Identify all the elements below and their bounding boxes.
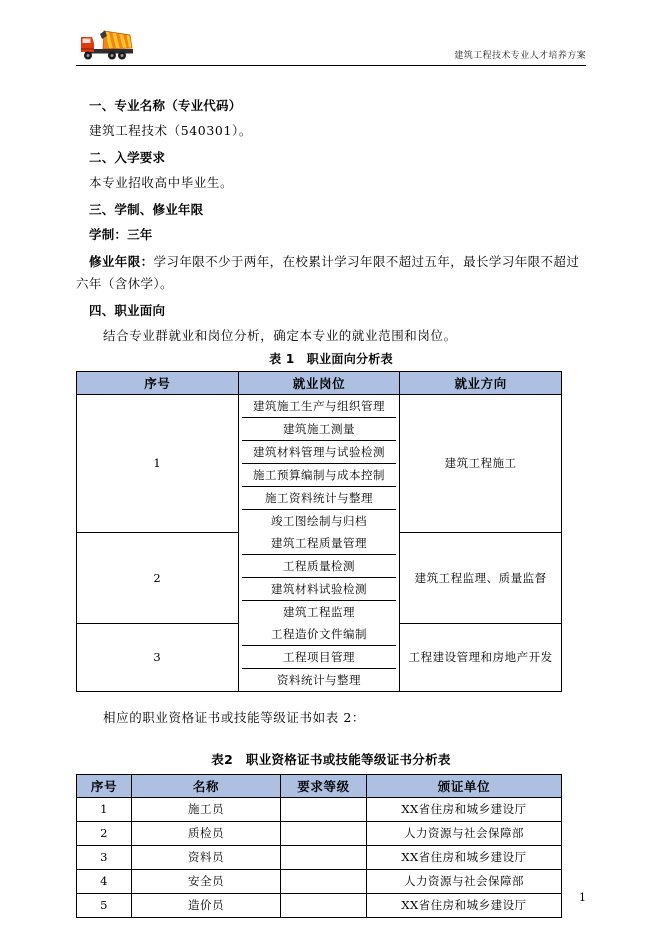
table-2-col-level: 要求等级 [281,775,367,798]
job-position-label: 施工资料统计与整理 [242,487,397,510]
job-position-cell [238,532,400,555]
section-heading-4: 四、职业面向 [89,303,166,318]
table-row [77,894,562,918]
job-position-label: 工程项目管理 [242,646,397,669]
certificate-issuer-cell: XX省住房和城乡建设厅 [367,846,562,870]
job-position-label: 工程造价文件编制 [242,623,397,646]
document-content [76,96,586,918]
certificate-name-cell: 安全员 [132,870,281,894]
header-title: 建筑工程技术专业人才培养方案 [454,51,586,61]
table-row [77,822,562,846]
table-row [77,395,562,419]
group-index-cell: 1 [77,395,239,533]
table-1-col-index: 序号 [77,372,239,395]
study-duration-label: 修业年限： [89,254,154,269]
table-1-caption: 表 1 职业面向分析表 [269,352,393,366]
page-header [76,24,586,66]
job-position-label: 建筑工程质量管理 [242,532,397,555]
job-position-cell [238,601,400,623]
job-position-label: 资料统计与整理 [276,673,361,687]
section-body-2: 本专业招收高中毕业生。 [89,175,234,190]
between-tables-text: 相应的职业资格证书或技能等级证书如表 2： [103,710,366,725]
certificate-issuer-cell: XX省住房和城乡建设厅 [367,798,562,822]
certificate-level-cell [281,798,367,822]
study-duration-text: 学习年限不少于两年，在校累计学习年限不超过五年，最长学习年限不超过 [153,254,580,269]
table-2-col-issuer: 颁证单位 [367,775,562,798]
job-position-label: 竣工图绘制与归档 [270,514,367,528]
employment-direction-cell: 建筑工程施工 [400,395,562,533]
table-1-header [77,372,562,395]
certificate-name-cell: 质检员 [132,822,281,846]
certificate-index-cell: 1 [77,798,132,822]
certificate-name-cell: 施工员 [132,798,281,822]
study-duration-paragraph [76,251,586,295]
table-2-col-index: 序号 [77,775,132,798]
certificate-index-cell: 3 [77,846,132,870]
job-position-cell [238,441,400,464]
occupation-orientation-table [76,371,562,692]
job-position-cell [238,578,400,601]
certificate-level-cell [281,846,367,870]
certificate-issuer-cell: 人力资源与社会保障部 [367,870,562,894]
job-position-label: 建筑材料试验检测 [242,578,397,601]
job-position-cell [238,510,400,532]
header-rule [76,65,586,66]
group-index-cell: 3 [77,623,239,692]
job-position-label: 建筑工程监理 [282,605,355,619]
section-heading-1: 一、专业名称（专业代码） [89,98,242,113]
table-row [77,532,562,555]
employment-direction-cell: 建筑工程监理、质量监督 [400,532,562,623]
certificate-level-cell [281,822,367,846]
table-1-col-direction: 就业方向 [400,372,562,395]
job-position-cell [238,464,400,487]
table-row [77,846,562,870]
table-header-row [77,372,562,395]
group-index-cell: 2 [77,532,239,623]
table-2-header [77,775,562,798]
certificate-issuer-cell: XX省住房和城乡建设厅 [367,894,562,918]
table-2-caption: 表2 职业资格证书或技能等级证书分析表 [211,752,451,767]
table-header-row [77,775,562,798]
cement-mixer-truck-logo [78,26,138,64]
certificate-index-cell: 5 [77,894,132,918]
table-1-col-job: 就业岗位 [238,372,400,395]
table-2-body [77,798,562,918]
certificate-analysis-table [76,774,562,918]
table-1-body [77,395,562,692]
job-position-cell [238,418,400,441]
section-body-1: 建筑工程技术（540301）。 [89,123,252,138]
certificate-index-cell: 4 [77,870,132,894]
job-position-cell [238,669,400,692]
certificate-level-cell [281,894,367,918]
employment-direction-cell: 工程建设管理和房地产开发 [400,623,562,692]
section-body-4: 结合专业群就业和岗位分析，确定本专业的就业范围和岗位。 [103,328,457,343]
job-position-label: 施工预算编制与成本控制 [242,464,397,487]
table-row [77,798,562,822]
job-position-label: 建筑施工测量 [242,418,397,441]
job-position-cell [238,623,400,646]
table-2-col-name: 名称 [132,775,281,798]
certificate-level-cell [281,870,367,894]
study-duration-text-cont: 六年（含休学）。 [76,276,173,291]
table-row [77,870,562,894]
job-position-label: 工程质量检测 [242,555,397,578]
job-position-label: 建筑施工生产与组织管理 [242,395,397,418]
job-position-cell [238,646,400,669]
job-position-cell [238,555,400,578]
section-heading-3: 三、学制、修业年限 [89,202,204,217]
certificate-name-cell: 资料员 [132,846,281,870]
job-position-cell [238,487,400,510]
certificate-issuer-cell: 人力资源与社会保障部 [367,822,562,846]
job-position-cell [238,395,400,419]
certificate-index-cell: 2 [77,822,132,846]
job-position-label: 建筑材料管理与试验检测 [242,441,397,464]
page-number: 1 [579,891,586,904]
section-heading-2: 二、入学要求 [89,150,166,165]
table-row [77,623,562,646]
certificate-name-cell: 造价员 [132,894,281,918]
study-system-label: 学制：三年 [89,227,153,242]
